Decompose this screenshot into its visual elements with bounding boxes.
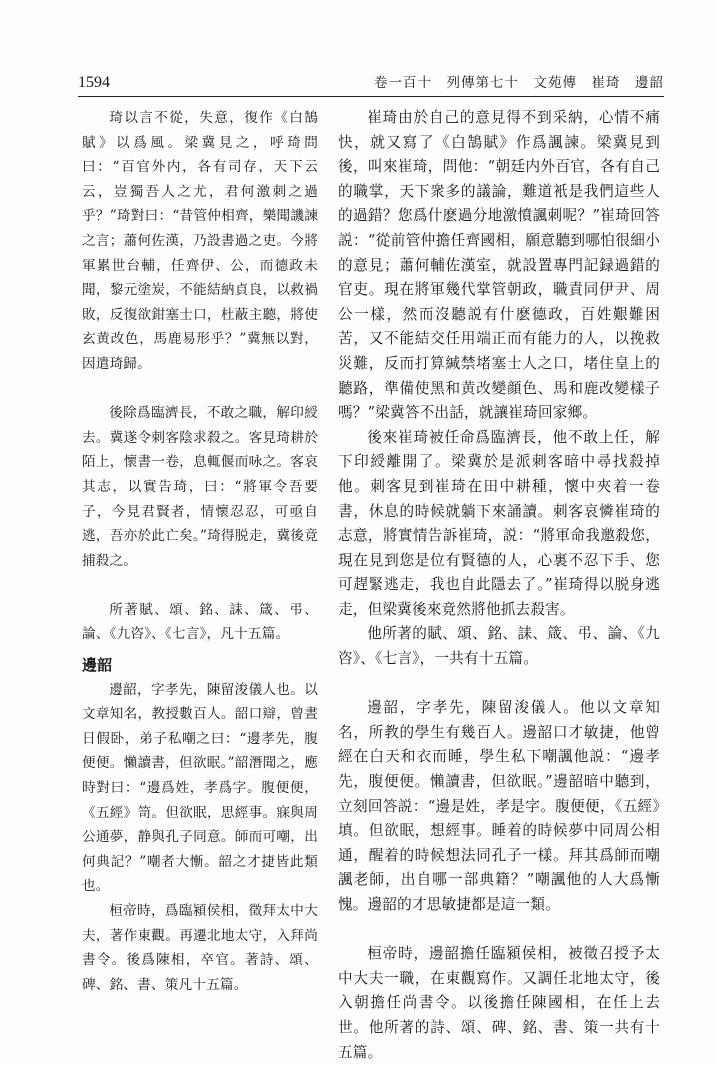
paragraph-gap <box>338 672 660 697</box>
paragraph-gap <box>82 573 318 598</box>
translation-paragraph-cui-qi-works: 他所著的賦、頌、銘、誄、箴、弔、論、《九咨》、《七言》，一共有十五篇。 <box>338 625 660 668</box>
header-rule <box>78 96 664 97</box>
classical-paragraph-cui-qi-fu: 琦以言不從，失意，復作《白鵠賦》以爲風。梁冀見之，呼琦問曰：“百官外内，各有司存，天下云云，豈獨吾人之尤，君何激刺之過乎？”琦對曰：“昔管仲相齊，樂聞譏諫之言；蕭何佐漢，乃設書過之吏。今將軍累世台輔，任齊伊、公，而德政未聞，黎元塗炭，不能結納貞良，以救禍敗，反復欲鉗塞士口，杜蔽主聽，將使玄黄改色，馬鹿易形乎？”冀無以對，因遣琦歸。 <box>82 110 318 372</box>
classical-paragraph-cui-qi-escape: 後除爲臨濟長，不敢之職，解印綬去。冀遂令刺客陰求殺之。客見琦耕於陌上，懷書一卷，息輒偃而咏之。客哀其志，以實告琦，曰：“將軍令吾要子，今見君賢者，情懷忍忍，可亟自逃，吾亦於此亡矣。”琦得脱走，冀後竟捕殺之。 <box>82 405 318 569</box>
translation-paragraph-cui-qi-fu: 崔琦由於自己的意見得不到采納，心情不痛快，就又寫了《白鵠賦》作爲諷諫。梁冀見到後，叫來崔琦，問他：“朝廷内外百官，各有自己的職掌，天下衆多的議論，難道衹是我們這些人的過錯？您爲什麽過分地激憤諷刺呢？”崔琦回答説：“從前管仲擔任齊國相，願意聽到哪怕很細小的意見；蕭何輔佐漢室，就設置專門記録過錯的官吏。現在將軍幾代掌管朝政，職責同伊尹、周公一樣，然而沒聽説有什麽德政，百姓艱難困苦，又不能結交任用端正而有能力的人，以挽救災難，反而打算緘禁堵塞士人之口，堵住皇上的聽路，準備使黑和黄改變顔色、馬和鹿改變樣子嗎？”梁冀答不出話，就讓崔琦回家鄉。 <box>338 109 660 422</box>
running-title: 卷一百十 列傳第七十 文苑傳 崔琦 邊韶 <box>374 75 664 91</box>
classical-paragraph-bian-shao-career: 桓帝時，爲臨潁侯相，徵拜太中大夫，著作東觀。再遷北地太守，入拜尚書令。後爲陳相，卒官。著詩、頌、碑、銘、書、策凡十五篇。 <box>82 903 318 993</box>
paragraph-gap <box>82 377 318 402</box>
classical-paragraph-cui-qi-works: 所著賦、頌、銘、誄、箴、弔、論、《九咨》、《七言》，凡十五篇。 <box>82 601 318 643</box>
translation-paragraph-cui-qi-escape: 後來崔琦被任命爲臨濟長，他不敢上任，解下印綬離開了。梁冀於是派刺客暗中尋找殺掉他。刺客見到崔琦在田中耕種，懷中夾着一卷書，休息的時候就躺下來誦讀。刺客哀憐崔琦的志意，將實情告訴崔琦，説：“將軍命我邀殺您，現在見到您是位有賢德的人，心裏不忍下手、您可趕緊逃走，我也自此隱去了。”崔琦得以脱身逃走，但梁冀後來竟然將他抓去殺害。 <box>338 428 660 618</box>
translation-paragraph-bian-shao-career: 桓帝時，邊韶擔任臨潁侯相，被徵召授予太中大夫一職，在東觀寫作。又調任北地太守，後入朝擔任尚書令。以後擔任陳國相，在任上去世。他所著的詩、頌、碑、銘、書、策一共有十五篇。 <box>338 945 660 1061</box>
paragraph-gap <box>338 918 660 943</box>
translation-paragraph-bian-shao-wit: 邊韶，字孝先，陳留浚儀人。他以文章知名，所教的學生有幾百人。邊韶口才敏捷，他曾經在白天和衣而睡，學生私下嘲諷他説：“邊孝先，腹便便。懶讀書，但欲眠。”邊韶暗中聽到，立刻回答説：“邊是姓，孝是字。腹便便，《五經》填。但欲眠，想經事。睡着的時候夢中同周公相通，醒着的時候想法同孔子一樣。拜其爲師而嘲諷老師，出自哪一部典籍？”嘲諷他的人大爲慚愧。邊韶的才思敏捷都是這一類。 <box>338 699 660 913</box>
section-heading-bian-shao: 邊韶 <box>82 656 113 675</box>
page-number: 1594 <box>78 74 110 91</box>
page-header <box>78 72 664 94</box>
classical-paragraph-bian-shao-wit: 邊韶，字孝先，陳留浚儀人也。以文章知名，教授數百人。韶口辯，曾晝日假卧，弟子私嘲之曰：“邊孝先，腹便便。懶讀書，但欲眠。”韶潛聞之，應時對曰：“邊爲姓，孝爲字。腹便便，《五經》笥。但欲眠，思經事。寐與周公通夢，静與孔子同意。師而可嘲，出何典記？”嘲者大慚。韶之才捷皆此類也。 <box>82 681 318 895</box>
classical-text-column <box>82 106 318 997</box>
translation-text-column <box>338 106 660 1065</box>
